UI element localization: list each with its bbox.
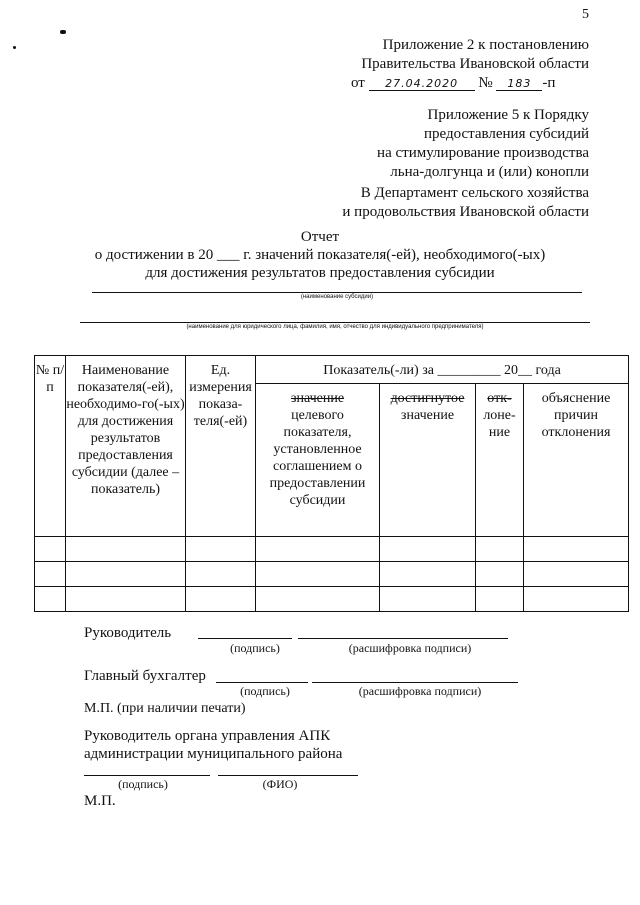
apk-sign-caption: (подпись) — [118, 777, 168, 791]
deviation-rest: лоне-ние — [483, 408, 516, 440]
col-header-indicator-name: Наименование показателя(-ей), необходимо-го(-ых) для достижения результатов предоставления субсидии (далее – показатель) — [66, 356, 186, 537]
accountant-label: Главный бухгалтер — [84, 668, 206, 684]
recipient-caption: (наименование для юридического лица, фамилия, имя, отчество для индивидуального предпринимателя) — [186, 324, 484, 330]
appendix5-line2: предоставления субсидий — [423, 126, 589, 142]
accountant-sign-caption: (подпись) — [240, 684, 290, 698]
table-row — [35, 562, 629, 587]
col-header-deviation — [476, 384, 524, 537]
target-value-rest: целевого показателя, установленное соглашением о предоставлении субсидии — [269, 408, 366, 508]
date-field — [369, 77, 475, 91]
page-number: 5 — [582, 7, 589, 22]
head-sign-caption: (подпись) — [230, 641, 280, 655]
accountant-signature-line — [216, 682, 308, 683]
head-decode-line — [298, 638, 508, 639]
appendix2-line2: Правительства Ивановской области — [361, 56, 589, 72]
appendix2-line1: Приложение 2 к постановлению — [382, 37, 589, 53]
col-header-unit: Ед. измерения показа-теля(-ей) — [186, 356, 256, 537]
scan-speck — [60, 30, 66, 34]
table-row — [35, 537, 629, 562]
number-label: № — [478, 75, 493, 91]
apk-head-line1: Руководитель органа управления АПК — [84, 728, 331, 744]
table-row — [35, 587, 629, 612]
accountant-decode-caption: (расшифровка подписи) — [358, 684, 482, 698]
apk-head-line2: администрации муниципального района — [84, 746, 343, 762]
apk-fio-caption: (ФИО) — [262, 777, 298, 791]
report-title: Отчет — [300, 229, 340, 245]
col-header-number: № п/п — [35, 356, 66, 537]
handwritten-date: 27.04.2020 — [385, 77, 459, 90]
subsidy-name-line — [92, 292, 582, 293]
appendix2-date-number — [351, 74, 591, 92]
appendix5-line3: на стимулирование производства — [377, 145, 589, 161]
addressee-line1: В Департамент сельского хозяйства — [360, 185, 589, 201]
apk-signature-line — [84, 775, 210, 776]
stamp-note: М.П. (при наличии печати) — [84, 701, 246, 716]
head-decode-caption: (расшифровка подписи) — [348, 641, 472, 655]
col-header-achieved-value — [380, 384, 476, 537]
handwritten-number: 183 — [507, 77, 532, 90]
number-suffix: -п — [542, 75, 556, 91]
addressee-line2: и продовольствия Ивановской области — [342, 204, 589, 220]
apk-fio-line — [218, 775, 358, 776]
report-table — [34, 355, 629, 612]
col-header-explanation: объяснение причин отклонения — [524, 384, 629, 537]
appendix5-line1: Приложение 5 к Порядку — [427, 107, 589, 123]
col-header-target-value — [256, 384, 380, 537]
achieved-value-word: достигнутое — [390, 391, 465, 406]
scan-speck-small — [13, 46, 16, 49]
report-title-line3: для достижения результатов предоставления субсидии — [145, 265, 495, 281]
head-label: Руководитель — [84, 625, 172, 641]
accountant-decode-line — [312, 682, 518, 683]
apk-stamp: М.П. — [84, 793, 116, 809]
recipient-name-line — [80, 322, 590, 323]
achieved-value-rest: значение — [400, 408, 455, 423]
appendix5-line4: льна-долгунца и (или) конопли — [390, 164, 589, 180]
date-prefix: от — [351, 75, 365, 91]
head-signature-line — [198, 638, 292, 639]
report-title-line2: о достижении в 20 ___ г. значений показателя(-ей), необходимого(-ых) — [94, 247, 546, 263]
subsidy-caption: (наименование субсидии) — [300, 294, 374, 300]
col-header-period-group: Показатель(-ли) за _________ 20__ года — [256, 356, 629, 384]
target-value-word: значение — [290, 391, 345, 406]
number-field — [496, 77, 542, 91]
deviation-word: отк- — [487, 391, 512, 406]
